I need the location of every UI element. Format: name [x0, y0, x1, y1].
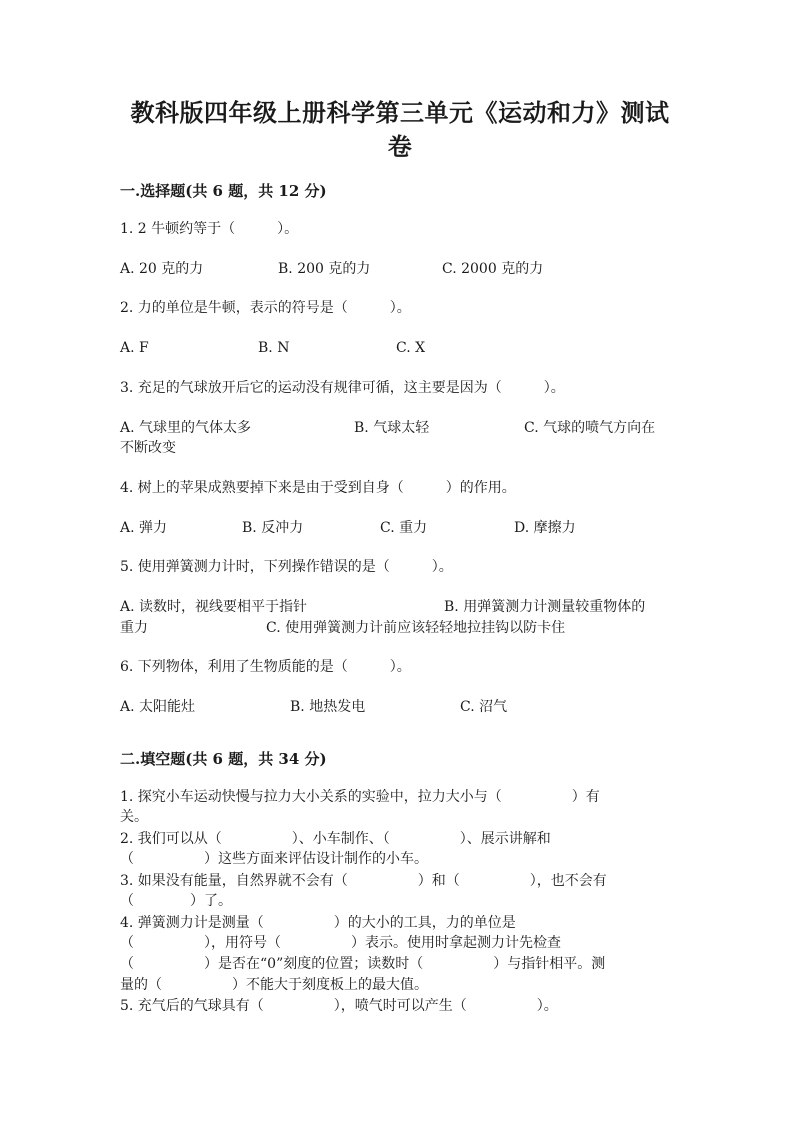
- question-5-stem: 5. 使用弹簧测力计时，下列操作错误的是（ ）。: [120, 559, 453, 575]
- question-4-option-a: A. 弹力: [120, 520, 168, 536]
- question-2-option-b: B. N: [258, 340, 290, 356]
- fill-line-1: 1. 探究小车运动快慢与拉力大小关系的实验中，拉力大小与（ ）有: [120, 789, 600, 805]
- question-5-option-c: C. 使用弹簧测力计前应该轻轻地拉挂钩以防卡住: [266, 620, 566, 636]
- question-6-option-b: B. 地热发电: [290, 699, 366, 715]
- question-1-option-c: C. 2000 克的力: [442, 261, 544, 277]
- question-4-option-b: B. 反冲力: [242, 520, 304, 536]
- fill-line-3: 2. 我们可以从（ ）、小车制作、（ ）、展示讲解和: [120, 831, 551, 847]
- title-line-1: 教科版四年级上册科学第三单元《运动和力》测试: [130, 98, 670, 127]
- question-6-option-c: C. 沼气: [460, 699, 508, 715]
- question-2-stem: 2. 力的单位是牛顿，表示的符号是（ ）。: [120, 300, 411, 316]
- question-3-option-b: B. 气球太轻: [354, 420, 430, 436]
- fill-line-2: 关。: [120, 809, 148, 825]
- question-3-stem: 3. 充足的气球放开后它的运动没有规律可循，这主要是因为（ ）。: [120, 380, 565, 396]
- page-title: [120, 96, 680, 164]
- fill-line-11: 5. 充气后的气球具有（ ），喷气时可以产生（ ）。: [120, 998, 558, 1014]
- question-3-option-c: C. 气球的喷气方向在: [524, 420, 656, 436]
- question-6-stem: 6. 下列物体，利用了生物质能的是（ ）。: [120, 659, 411, 675]
- question-4-stem: 4. 树上的苹果成熟要掉下来是由于受到自身（ ）的作用。: [120, 480, 516, 496]
- question-1-stem: 1. 2 牛顿约等于（ ）。: [120, 221, 299, 237]
- question-4-option-c: C. 重力: [380, 520, 428, 536]
- question-1-option-b: B. 200 克的力: [278, 261, 371, 277]
- fill-line-7: 4. 弹簧测力计是测量（ ）的大小的工具，力的单位是: [120, 915, 516, 931]
- section-1-heading: 一.选择题(共 6 题，共 12 分): [120, 182, 327, 200]
- fill-line-10: 量的（ ）不能大于刻度板上的最大值。: [120, 977, 428, 993]
- question-3-option-c-continued: 不断改变: [120, 440, 176, 456]
- question-1-option-a: A. 20 克的力: [120, 261, 204, 277]
- question-2-option-c: C. X: [396, 340, 426, 356]
- title-line-2: 卷: [387, 132, 413, 161]
- question-3-option-a: A. 气球里的气体太多: [120, 420, 252, 436]
- question-5-option-b: B. 用弹簧测力计测量较重物体的: [444, 599, 646, 615]
- fill-line-6: （ ）了。: [120, 893, 232, 909]
- section-2-heading: 二.填空题(共 6 题，共 34 分): [120, 750, 327, 768]
- fill-line-9: （ ）是否在“0”刻度的位置；读数时（ ）与指针相平。测: [120, 956, 606, 972]
- fill-line-4: （ ）这些方面来评估设计制作的小车。: [120, 851, 428, 867]
- question-5-option-b-continued: 重力: [120, 620, 148, 636]
- question-4-option-d: D. 摩擦力: [514, 520, 576, 536]
- fill-line-5: 3. 如果没有能量，自然界就不会有（ ）和（ ），也不会有: [120, 873, 607, 889]
- question-2-option-a: A. F: [120, 340, 149, 356]
- question-6-option-a: A. 太阳能灶: [120, 699, 196, 715]
- fill-line-8: （ ），用符号（ ）表示。使用时拿起测力计先检查: [120, 935, 561, 951]
- question-5-option-a: A. 读数时，视线要相平于指针: [120, 599, 308, 615]
